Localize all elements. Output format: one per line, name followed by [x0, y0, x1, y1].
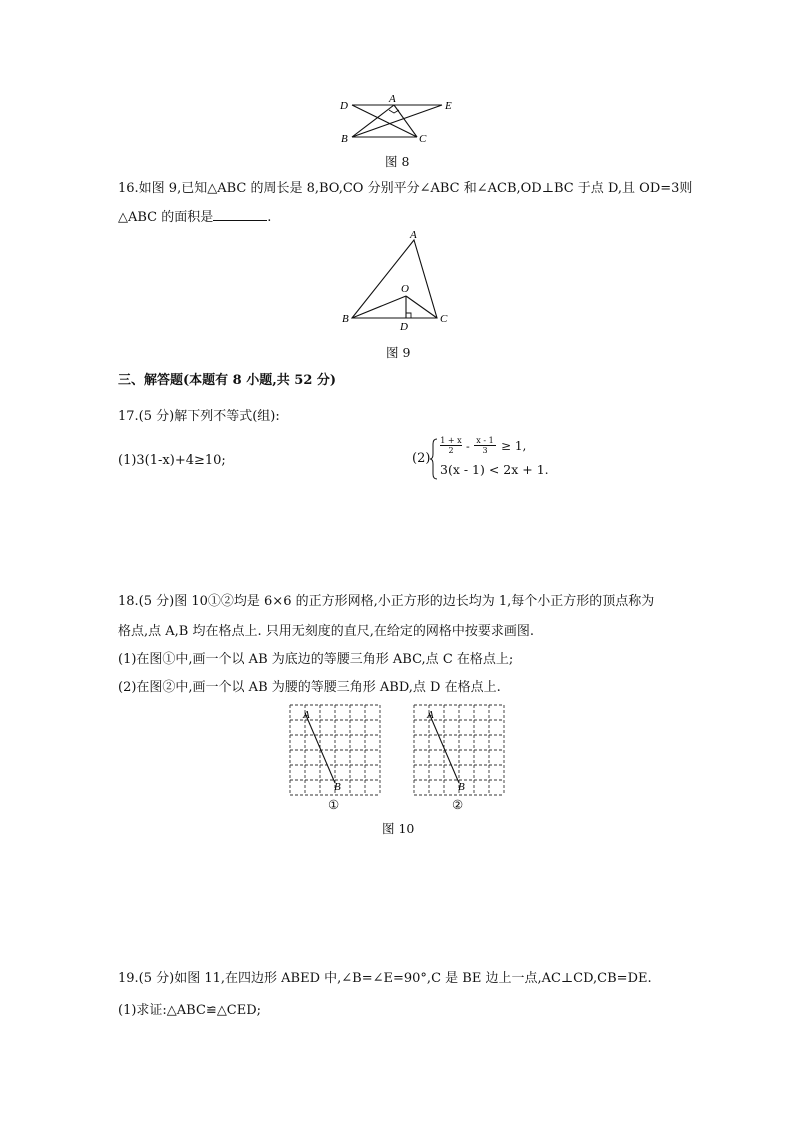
fig9-label-b: B: [342, 313, 349, 325]
q17-frac1: [440, 436, 462, 455]
figure-9: [338, 228, 458, 334]
fig8-line-ab: [352, 105, 394, 137]
fig9-label-a: A: [410, 229, 417, 241]
fig8-label-a: A: [389, 93, 396, 105]
q16-line2-suffix: .: [267, 210, 272, 225]
grid2-label: ②: [452, 797, 464, 812]
q19-line1: 19.(5 分)如图 11,在四边形 ABED 中,∠B=∠E=90°,C 是 BE 边上一点,AC⊥CD,CB=DE.: [118, 971, 652, 986]
q17-frac2: [474, 436, 496, 455]
fig8-label-d: D: [340, 100, 348, 112]
q16-line2-prefix: △ABC 的面积是: [118, 210, 214, 225]
q17-system-line2: 3(x - 1) < 2x + 1.: [440, 462, 549, 477]
fig8-line-db: [352, 105, 417, 137]
q17-frac2-den: 3: [482, 446, 488, 455]
grid2-label-a: A: [427, 709, 434, 721]
q18-line3: (1)在图①中,画一个以 AB 为底边的等腰三角形 ABC,点 C 在格点上;: [118, 652, 514, 667]
q17-frac1-num: 1 + x: [440, 436, 462, 445]
q18-line4: (2)在图②中,画一个以 AB 为腰的等腰三角形 ABD,点 D 在格点上.: [118, 680, 501, 695]
fig8-caption: 图 8: [385, 154, 410, 169]
q18-line1: 18.(5 分)图 10①②均是 6×6 的正方形网格,小正方形的边长均为 1,每个小正方形的顶点称为: [118, 594, 655, 609]
q17-part1: (1)3(1-x)+4≥10;: [118, 453, 226, 468]
fig9-label-d: D: [400, 321, 408, 333]
q16-line2: [118, 207, 271, 227]
section-3-title: 三、解答题(本题有 8 小题,共 52 分): [118, 373, 337, 388]
q17-system-brace: [429, 438, 439, 480]
q17-frac2-num: x - 1: [474, 436, 496, 446]
fig8-right-angle: [389, 110, 399, 113]
q17-ge: ≥ 1,: [501, 439, 527, 453]
q19-line2: (1)求证:△ABC≌△CED;: [118, 1003, 262, 1018]
fig8-label-c: C: [419, 133, 427, 144]
fig8-label-b: B: [341, 133, 348, 144]
grid-2: [412, 703, 506, 797]
fig9-caption: 图 9: [386, 345, 411, 360]
q17-part2-label: (2): [412, 451, 431, 466]
fig9-triangle-abc: [352, 240, 437, 318]
grid1-label-b: B: [334, 781, 341, 793]
grid1-label-a: A: [303, 709, 310, 721]
q16-answer-blank[interactable]: [213, 207, 267, 221]
grid-1: [288, 703, 382, 797]
fig10-caption: 图 10: [382, 821, 415, 836]
fig8-label-e: E: [445, 100, 452, 112]
q17-part2: [412, 436, 562, 482]
q16-line1: 16.如图 9,已知△ABC 的周长是 8,BO,CO 分别平分∠ABC 和∠ACB,OD⊥BC 于点 D,且 OD=3则: [118, 181, 693, 196]
q18-line2: 格点,点 A,B 均在格点上. 只用无刻度的直尺,在给定的网格中按要求画图.: [118, 624, 535, 639]
fig9-label-o: O: [401, 283, 409, 295]
q17-title: 17.(5 分)解下列不等式(组):: [118, 409, 280, 424]
figure-8: [335, 92, 465, 144]
fig9-label-c: C: [440, 313, 448, 325]
q17-minus: -: [466, 440, 470, 453]
q17-frac1-den: 2: [448, 446, 454, 455]
q17-system-line1: [440, 436, 565, 458]
fig9-right-angle: [406, 313, 411, 318]
grid1-label: ①: [328, 797, 340, 812]
grid2-label-b: B: [458, 781, 465, 793]
